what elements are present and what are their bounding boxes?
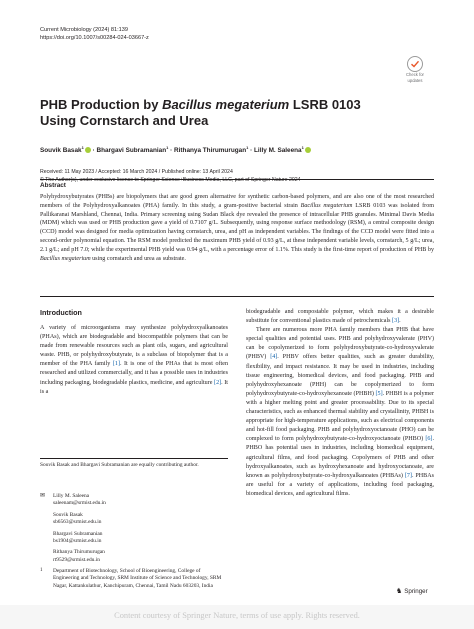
contact-name: Rithanya Thirumurugan [53, 549, 105, 556]
title-part-2: LSRB 0103 Using Cornstarch and Urea [40, 97, 361, 128]
publisher-logo [396, 587, 428, 595]
equal-contribution-note: Souvik Basak and Bhargavi Subramanian are equally contributing author. [40, 462, 199, 468]
contact-name: Lilly M. Saleena [53, 493, 90, 499]
author-name[interactable]: Lilly M. Saleena [254, 147, 302, 155]
author-separator: · [248, 147, 255, 155]
doi-link[interactable]: https://doi.org/10.1007/s00284-024-03667-z [40, 35, 149, 41]
title-part-1: PHB Production by [40, 97, 163, 112]
contact-email[interactable]: sb6563@srmist.edu.in [53, 519, 102, 526]
author-affiliation-mark: 1 [301, 145, 304, 150]
abstract-text-c: using cornstarch and urea as substrate. [90, 255, 186, 262]
intro-paragraph [40, 324, 228, 397]
intro-text: . PHBV offers better qualities, such as greater durability, flexibility, and impact resistance. It may be used in industries, including tissue engineering, biomedical devices, and food packaging. PHB and polyhydroxyhexanoate (PHH) can be copolymerized to form polyhydroxybutyrate-co-hydroxyhexanoate (PHBH) [246, 354, 434, 397]
check-for-updates-line1: Check for [406, 72, 424, 77]
author-name[interactable]: Rithanya Thirumurugan [174, 147, 247, 155]
abstract-text-a: Polyhydroxybutyrates (PHBs) are biopolymers that are good green alternative for synthetic carbon-based polymers, and are also one of the most researched members of the Polyhydroxyalkanoates (PHA) family. In this study, a gram-positive bacterial strain [40, 194, 434, 209]
corresponding-contacts [40, 493, 228, 568]
citation-link[interactable]: [1] [112, 361, 120, 368]
contact-email[interactable]: bs1904@srmist.edu.in [53, 538, 102, 545]
citation-link[interactable]: [2] [214, 379, 222, 386]
introduction-heading: Introduction [40, 308, 82, 317]
journal-citation: Current Microbiology (2024) 81:139 [40, 27, 128, 33]
publisher-name: Springer [404, 588, 428, 595]
check-for-updates-icon [407, 56, 423, 72]
publication-dates [40, 169, 301, 184]
author-separator: · [90, 147, 97, 155]
intro-text: . PHBAs are useful for a variety of applications, including food packaging, biomedical devices, and agricultural films. [246, 472, 434, 497]
citation-link[interactable]: [7] [404, 472, 412, 479]
intro-paragraph [246, 326, 434, 499]
footnote-rule [40, 458, 228, 459]
introduction-right-column [246, 308, 434, 499]
contact-name: Bhargavi Subramanian [53, 530, 103, 537]
copyright-notice: © The Author(s), under exclusive licence to Springer Science+Business Media, LLC, part of Springer Nature 2024 [40, 176, 301, 183]
abstract-bottom-rule [40, 296, 434, 297]
intro-text: biodegradable and compostable polymer, which makes it a desirable substitute for conventional plastics made of petrochemicals [246, 309, 434, 325]
intro-text: A variety of microorganisms may synthesize polyhydroxyalkanoates (PHAs), which are biodegradable and biocompatible polymers that can be made from renewable resources such as plant oils, sugars, and agricultural waste. PHB, or polyhydroxybutyrate, is a subclass of biopolymer that is a member of the PHA family [40, 325, 228, 368]
citation-link[interactable]: [6] [425, 436, 433, 443]
author-list [40, 145, 311, 154]
contact-email[interactable]: rt9529@srmist.edu.in [53, 556, 100, 563]
intro-text: . PHBO has potential uses in industries, including biomedical equipment, agricultural films, and food packaging. Copolymers of PHB and other hydroxyalkanoates, such as hydroxyhexanoate and hydroxyoctanoate, are known as polyhydroxybutyrate-co-hydroxyalkanoates (PHBAs) [246, 436, 434, 479]
abstract-species: Bacillus megaterium [40, 255, 91, 262]
abstract-heading: Abstract [40, 182, 66, 189]
contact-entry [53, 512, 228, 527]
abstract-text-b: LSRB 0103 was isolated from Pallikaranai Marshland, Chennai, India. Primary screening using Sudan Black dye revealed the presence of intracellular PHB granules. Minimal Davis Media (MDM) which was used or PHB production gave a yield of 0.7107 g/L. Subsequently, using response surface methodology (RSM), a central composite design (CCD) model was designed for media optimization having cornstarch, urea, and pH as independent variables. The findings of the CCD model were fitted into a second-order polynomial equation. The RSM model predicted the maximum PHB yield of 0.93 g/L, at these independent variable levels, cornstarch, 5 g/L; urea, 2.1 g/L; and pH 7.0; while the experimental PHB yield was 0.94 g/L, with a percentage error of 1.1%. This study is the first-time report of production of PHB by [40, 202, 434, 253]
author-name[interactable]: Souvik Basak [40, 147, 82, 155]
author-affiliation-mark: 1 [166, 145, 169, 150]
citation-link[interactable]: [5] [375, 390, 383, 397]
citation-link[interactable]: [4] [270, 354, 278, 361]
courtesy-watermark: Content courtesy of Springer Nature, terms of use apply. Rights reserved. [114, 611, 360, 620]
author-affiliation-mark: 1 [81, 145, 84, 150]
author-affiliation-mark: 1 [246, 145, 249, 150]
author-name[interactable]: Bhargavi Subramanian [96, 147, 167, 155]
envelope-icon: ✉ [40, 493, 46, 499]
check-for-updates-line2: updates [407, 77, 423, 83]
intro-text: . PHBH is a polymer with a higher melting point and greater processability. Due to its special characteristics, such as enhanced thermal stability and crystallinity, PHBH is appropriate for high-temperature applications, such as electrical components and hot-fill food packaging. PHB and polyhydroxyoctanoate (PHO) can be complexed to form polyhydroxybutyrate-co-hydroxyoctanoate (PHBO) [246, 390, 435, 443]
intro-text: . It is one of the PHAs that is most often researched and utilized commercially, and it has a possible uses in industries including packaging, biodegradable plastics, medicine, and agriculture [40, 361, 228, 386]
intro-text: . It is a [40, 379, 228, 395]
history-dates: Received: 11 May 2023 / Accepted: 16 March 2024 / Published online: 13 April 2024 [40, 169, 233, 175]
citation-link[interactable]: [3] [392, 318, 400, 325]
abstract-text [40, 193, 434, 263]
introduction-left-column [40, 324, 228, 397]
affiliation-text: Department of Biotechnology, School of Bioengineering, College of Engineering and Technology, SRM Institute of Science and Technology, SRM Nagar, Kattankulathur, Kanchipuram, Chennai, Tamil Nadu 603203, India [53, 568, 222, 589]
article-title [40, 97, 370, 128]
intro-text: . [399, 318, 401, 325]
contact-entry [53, 549, 228, 564]
contact-name: Souvik Basak [53, 511, 83, 518]
check-for-updates-badge[interactable] [402, 56, 428, 83]
author-separator: · [168, 147, 175, 155]
abstract-top-rule [40, 179, 434, 180]
affiliation-mark: 1 [40, 568, 43, 573]
intro-paragraph [246, 308, 434, 326]
springer-horse-icon: ♞ [396, 588, 403, 595]
contact-email[interactable]: saleenam@srmist.edu.in [53, 500, 106, 507]
abstract-species: Bacillus megaterium [300, 202, 353, 209]
intro-text: There are numerous more PHA family members than PHB that have special qualities and potential uses. PHB and polyhydroxyvalerate (PHV) can be copolymerized to form polyhydroxybutyrate-co-hydroxyvalerate (PHBV) [246, 327, 434, 361]
contact-entry [40, 493, 228, 508]
orcid-icon[interactable] [305, 147, 311, 153]
contact-entry [53, 531, 228, 546]
title-species: Bacillus megaterium [162, 97, 290, 112]
